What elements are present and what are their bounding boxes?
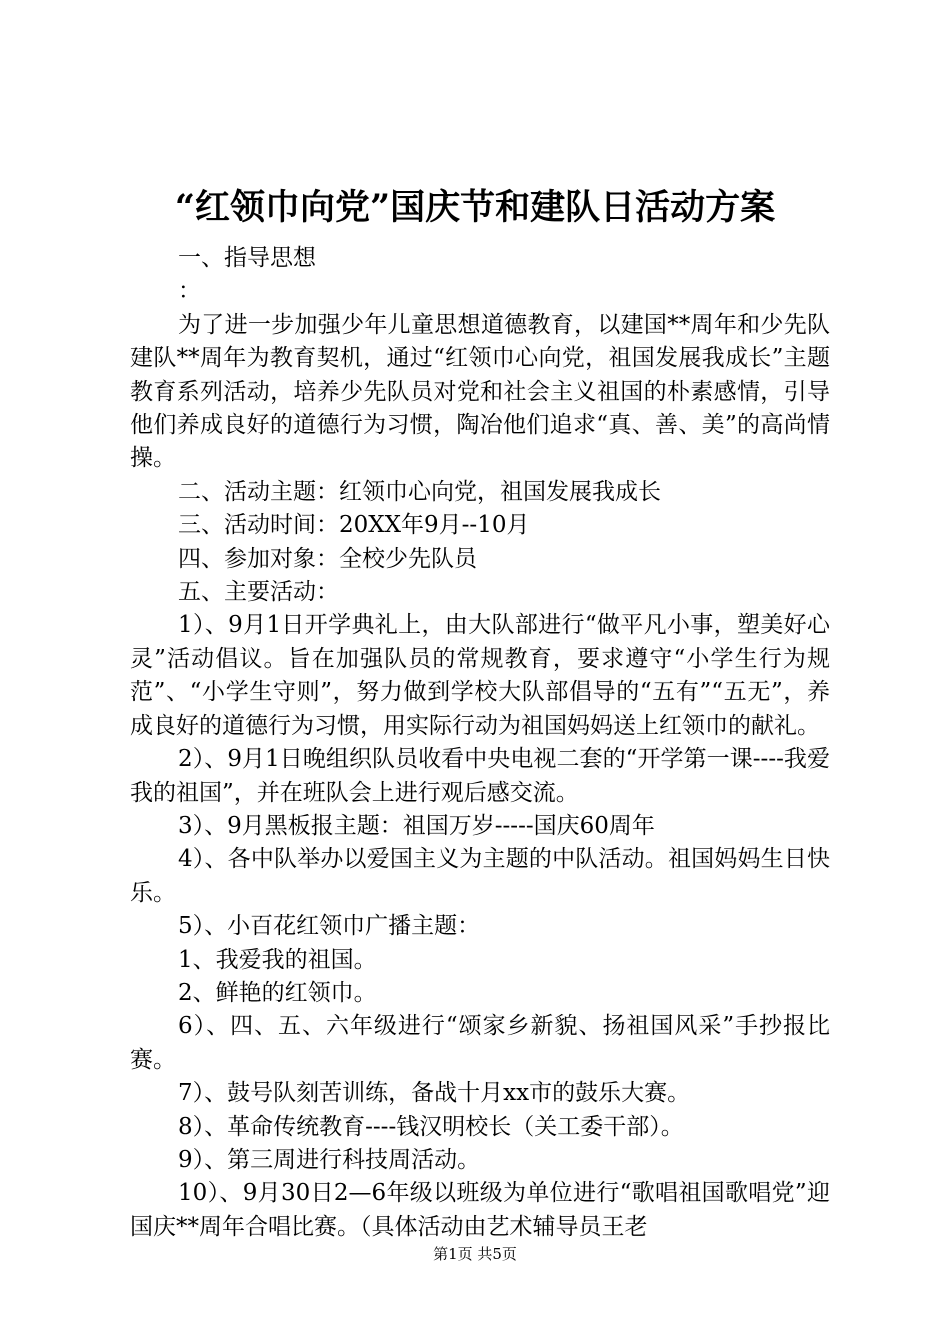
document-body <box>130 242 830 1244</box>
list-item: 6）、四、五、六年级进行“颂家乡新貌、扬祖国风采”手抄报比赛。 <box>130 1013 830 1073</box>
list-item: 3）、9月黑板报主题：祖国万岁-----国庆60周年 <box>178 812 655 839</box>
section-heading: 一、指导思想 <box>178 245 316 271</box>
section-heading: 四、参加对象：全校少先队员 <box>178 545 477 572</box>
body-line: ： <box>178 278 201 305</box>
list-item: 2）、9月1日晚组织队员收看中央电视二套的“开学第一课----我爱我的祖国”，并在班队会上进行观后感交流。 <box>130 746 830 806</box>
page-footer: 第1页 共5页 <box>433 1245 517 1263</box>
section-heading: 三、活动时间：20XX年9月--10月 <box>178 512 530 539</box>
list-item: 1）、9月1日开学典礼上，由大队部进行“做平凡小事，塑美好心灵”活动倡议。旨在加强队员的常规教育，要求遵守“小学生行为规范”、“小学生守则”，努力做到学校大队部倡导的“五有”“五无”，养成良好的道德行为习惯，用实际行动为祖国妈妈送上红领巾的献礼。 <box>130 612 830 739</box>
list-item: 4）、各中队举办以爱国主义为主题的中队活动。祖国妈妈生日快乐。 <box>130 846 830 906</box>
document-title: “红领巾向党”国庆节和建队日活动方案 <box>174 187 776 228</box>
sub-list-item: 1、我爱我的祖国。 <box>178 946 377 973</box>
body-paragraph: 为了进一步加强少年儿童思想道德教育，以建国**周年和少先队建队**周年为教育契机，通过“红领巾心向党，祖国发展我成长”主题教育系列活动，培养少先队员对党和社会主义祖国的朴素感情，引导他们养成良好的道德行为习惯，陶冶他们追求“真、善、美”的高尚情操。 <box>130 311 830 472</box>
list-item: 9）、第三周进行科技周活动。 <box>178 1146 481 1173</box>
list-item: 10）、9月30日2—6年级以班级为单位进行“歌唱祖国歌唱党”迎国庆**周年合唱比赛。（具体活动由艺术辅导员王老 <box>130 1180 830 1240</box>
list-item: 5）、小百花红领巾广播主题： <box>178 913 481 940</box>
list-item: 8）、革命传统教育----钱汉明校长（关工委干部）。 <box>178 1113 684 1140</box>
section-heading: 五、主要活动： <box>178 579 339 606</box>
section-heading: 二、活动主题：红领巾心向党，祖国发展我成长 <box>178 478 661 505</box>
sub-list-item: 2、鲜艳的红领巾。 <box>178 979 377 1006</box>
list-item: 7）、鼓号队刻苦训练，备战十月xx市的鼓乐大赛。 <box>178 1080 691 1107</box>
